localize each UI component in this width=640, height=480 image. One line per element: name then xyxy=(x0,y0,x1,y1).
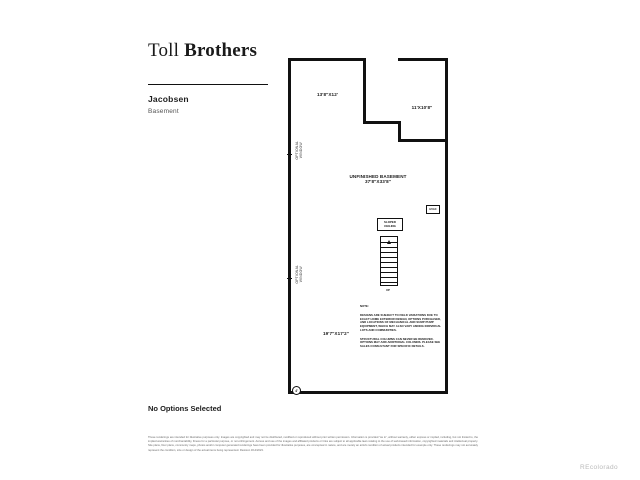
wall-left xyxy=(288,58,291,394)
brand-brothers: Brothers xyxy=(184,40,258,61)
brand-toll: Toll xyxy=(148,40,185,61)
room-label-lower-left: 19'7"X17'2" xyxy=(322,331,350,336)
plan-level: Basement xyxy=(148,108,179,115)
window-mark-lower xyxy=(287,278,292,279)
wall-upper-left-right xyxy=(363,58,366,124)
watermark: REcolorado xyxy=(580,464,618,471)
sloped-ceiling-box: SLOPED CEILING xyxy=(377,218,403,231)
wall-upper-right-top xyxy=(398,58,448,61)
wall-notch-horizontal xyxy=(363,121,401,124)
brand-title xyxy=(148,40,257,62)
header-divider xyxy=(148,84,268,85)
wall-right-step xyxy=(445,139,448,197)
room-label-unfinished-basement: UNFINISHED BASEMENT 37'8"X33'8" xyxy=(349,174,407,184)
stair-up-arrow-icon xyxy=(387,240,391,244)
note-heading: NOTE: xyxy=(360,304,369,308)
wall-upper-right-right xyxy=(445,58,448,142)
room-label-upper-left: 13'8"X12' xyxy=(316,92,339,97)
window-mark-upper xyxy=(287,154,292,155)
hvac-unit: HVAC xyxy=(426,205,440,214)
optional-window-upper-label: OPTIONAL WINDOW xyxy=(294,140,303,160)
disclaimer-text: These renderings are intended for illustrative purposes only. Images are copyrighted and may not be distributed, modified or reproduced without prior written permission. Information is provided "as is", without warranty, either express or implied, including, but not limited to, the implied warranties of merchantability, fitness for a particular purpose, or non-infringement. Access and use of the images and affiliated products or links are subject to all applicable laws relating to the use of web-based information, copyrighted materials and intellectual property. Site plans, floor plans, community maps, photos and/or computer generated renderings have been provided for illustrative purposes, are conceptual in nature, and are merely an artist's rendition of actual products intended for example only. These renderings may not accurately represent the condition, size or design of the actual items being represented. Revision 3/14/2023. xyxy=(148,436,478,452)
wall-top-left xyxy=(288,58,366,61)
plan-notes xyxy=(360,305,446,354)
optional-window-lower-label: OPTIONAL WINDOW xyxy=(294,264,303,284)
wall-right-lower xyxy=(445,195,448,394)
room-label-upper-right: 11'X10'8" xyxy=(411,105,433,110)
note-paragraph-1: DESIGNS ARE SUBJECT TO FIELD VARIATIONS DUE TO EXACT HOME EXTERIOR DESIGN, OPTIONS PURCHASED, AND LOCATIONS OF MECHANICAL AND SUMP PUMP EQUIPMENT, WHICH MAY ALSO VARY AMONG INDIVIDUAL LOTS AND COMMUNITIES. xyxy=(360,312,442,332)
wall-bottom xyxy=(288,391,448,394)
options-status: No Options Selected xyxy=(148,404,222,413)
entry-dimension-mark: 4' xyxy=(292,386,301,395)
wall-upper-right-bottom xyxy=(398,139,448,142)
floor-plan-drawing xyxy=(280,50,530,400)
note-paragraph-2: STRUCTURAL COLUMNS CAN NEVER BE REMOVED. OPTIONS MAY ADD ADDITIONAL COLUMNS. PLEASE SEE SALES CONSULTANT FOR SPECIFIC DETAILS. xyxy=(360,336,441,349)
stair-direction-label: UP xyxy=(386,288,390,292)
plan-name: Jacobsen xyxy=(148,94,189,104)
